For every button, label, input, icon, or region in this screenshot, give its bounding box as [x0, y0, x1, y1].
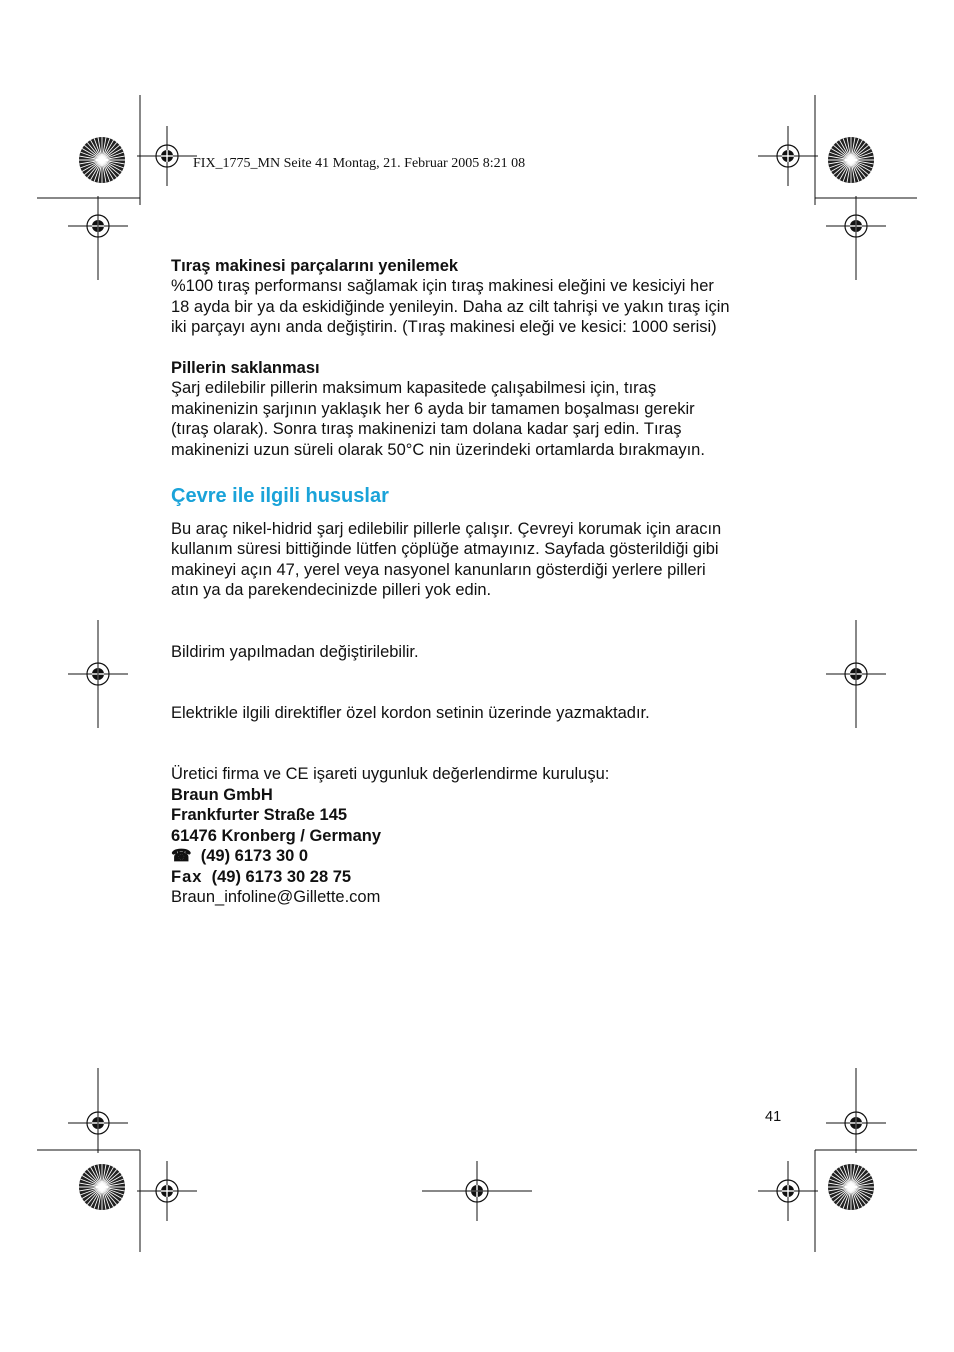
text-line: Şarj edilebilir pillerin maksimum kapasitede çalışabilmesi için, tıraş: [171, 379, 657, 398]
registration-mark-bottom-left: [137, 1161, 197, 1221]
electrical-text: Elektrikle ilgili direktifler özel kordon setinin üzerinde yazmaktadır.: [171, 704, 650, 723]
email-link[interactable]: Braun_infoline@Gillette.com: [171, 887, 381, 906]
text-line: (tıraş olarak). Sonra tıraş makinenizi tam dolana kadar şarj edin. Tıraş: [171, 420, 682, 439]
phone-icon: ☎: [171, 847, 192, 866]
text-line: kullanım süresi bittiğinde lütfen çöplüğe atmayınız. Sayfada gösterildiği gibi: [171, 540, 719, 559]
text-line: makinenizi uzun süreli olarak 50°C nin üzerindeki ortamlarda bırakmayın.: [171, 440, 705, 459]
section-heading-replace-parts: Tıraş makinesi parçalarını yenilemek: [171, 257, 459, 275]
registration-mark-top-left: [137, 126, 197, 186]
text-line: iki parçayı aynı anda değiştirin. (Tıraş makinesi eleği ve kesici: 1000 serisi): [171, 318, 717, 337]
text-line: makinenizin şarjının yaklaşık her 6 ayda bir tamamen boşalması gerekir: [171, 399, 695, 418]
section-heading-environment: Çevre ile ilgili hususlar: [171, 485, 389, 508]
text-line: makineyi açın 47, yerel veya nasyonel kanunların gösterdiği yerlere pilleri: [171, 560, 706, 579]
starburst-mark-br: [828, 1164, 874, 1210]
print-header-line: FIX_1775_MN Seite 41 Montag, 21. Februar 2005 8:21 08: [193, 156, 526, 171]
fax-number: (49) 6173 30 28 75: [211, 867, 352, 886]
text-line: 18 ayda bir ya da eskidiğinde yenileyin. Daha az cilt tahrişi ve yakın tıraş için: [171, 297, 730, 316]
text-line: %100 tıraş performansı sağlamak için tıraş makinesi eleğini ve kesiciyi her: [171, 277, 714, 296]
page-content: [171, 256, 811, 907]
registration-mark-top-right: [758, 126, 818, 186]
company-name: Braun GmbH: [171, 785, 273, 804]
fax-line: [171, 867, 811, 887]
page-number: 41: [765, 1109, 782, 1125]
starburst-mark-tl: [79, 137, 125, 183]
notice-text: Bildirim yapılmadan değiştirilebilir.: [171, 642, 419, 661]
text-line: atın ya da parekendecinizde pilleri yok edin.: [171, 581, 492, 600]
company-city: 61476 Kronberg / Germany: [171, 826, 382, 845]
phone-line: [171, 846, 811, 866]
starburst-mark-bl: [79, 1164, 125, 1210]
section-heading-battery-storage: Pillerin saklanması: [171, 359, 320, 378]
manufacturer-intro: Üretici firma ve CE işareti uygunluk değerlendirme kuruluşu:: [171, 765, 610, 784]
starburst-mark-tr: [828, 137, 874, 183]
text-line: Bu araç nikel-hidrid şarj edilebilir pillerle çalışır. Çevreyi korumak için aracın: [171, 520, 722, 539]
company-street: Frankfurter Straße 145: [171, 806, 348, 825]
registration-mark-bottom-right: [758, 1161, 818, 1221]
phone-number: (49) 6173 30 0: [200, 847, 309, 866]
fax-label: Fax: [171, 867, 203, 886]
